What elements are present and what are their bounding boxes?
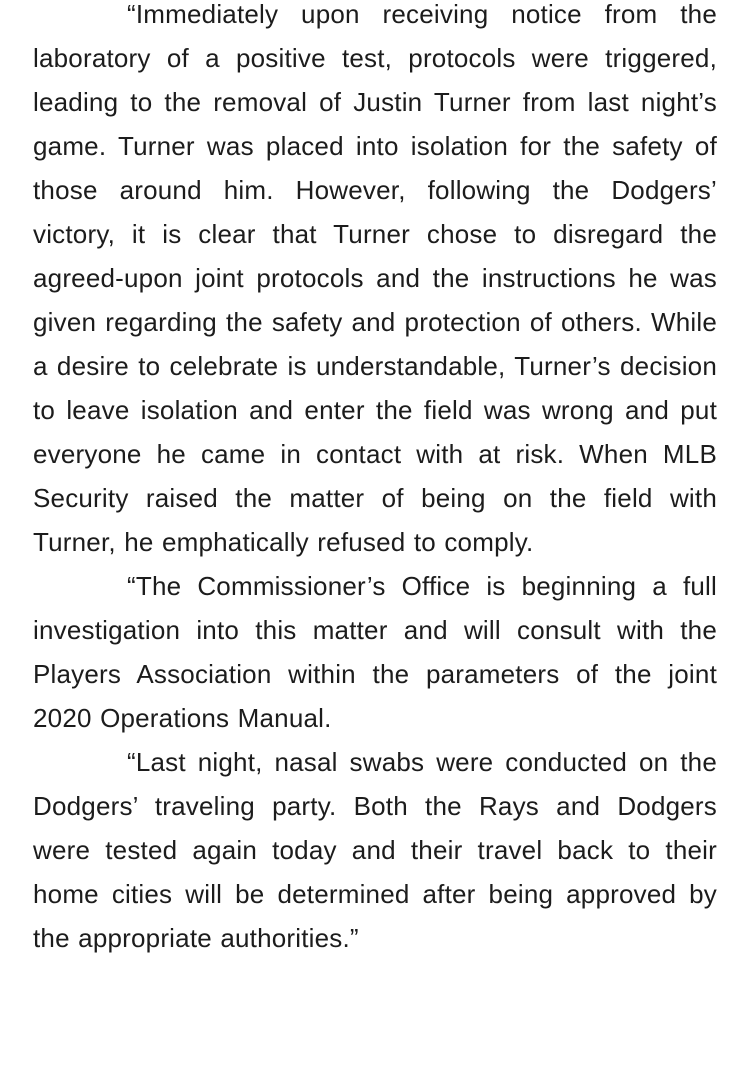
statement-body (33, 0, 717, 960)
statement-paragraph-1: “Immediately upon receiving notice from the laboratory of a positive test, protocols were triggered, leading to the removal of Justin Turner from last night’s game. Turner was placed into isolation for the safety of those around him. However, following the Dodgers’ victory, it is clear that Turner chose to disregard the agreed-upon joint protocols and the instructions he was given regarding the safety and protection of others. While a desire to celebrate is understandable, Turner’s decision to leave isolation and enter the field was wrong and put everyone he came in contact with at risk. When MLB Security raised the matter of being on the field with Turner, he emphatically refused to comply. (33, 0, 717, 557)
statement-paragraph-2: “The Commissioner’s Office is beginning a full investigation into this matter and will consult with the Players Association within the parameters of the joint 2020 Operations Manual. (33, 571, 717, 733)
statement-paragraph-3: “Last night, nasal swabs were conducted on the Dodgers’ traveling party. Both the Rays and Dodgers were tested again today and their travel back to their home cities will be determined after being approved by the appropriate authorities.” (33, 747, 717, 953)
